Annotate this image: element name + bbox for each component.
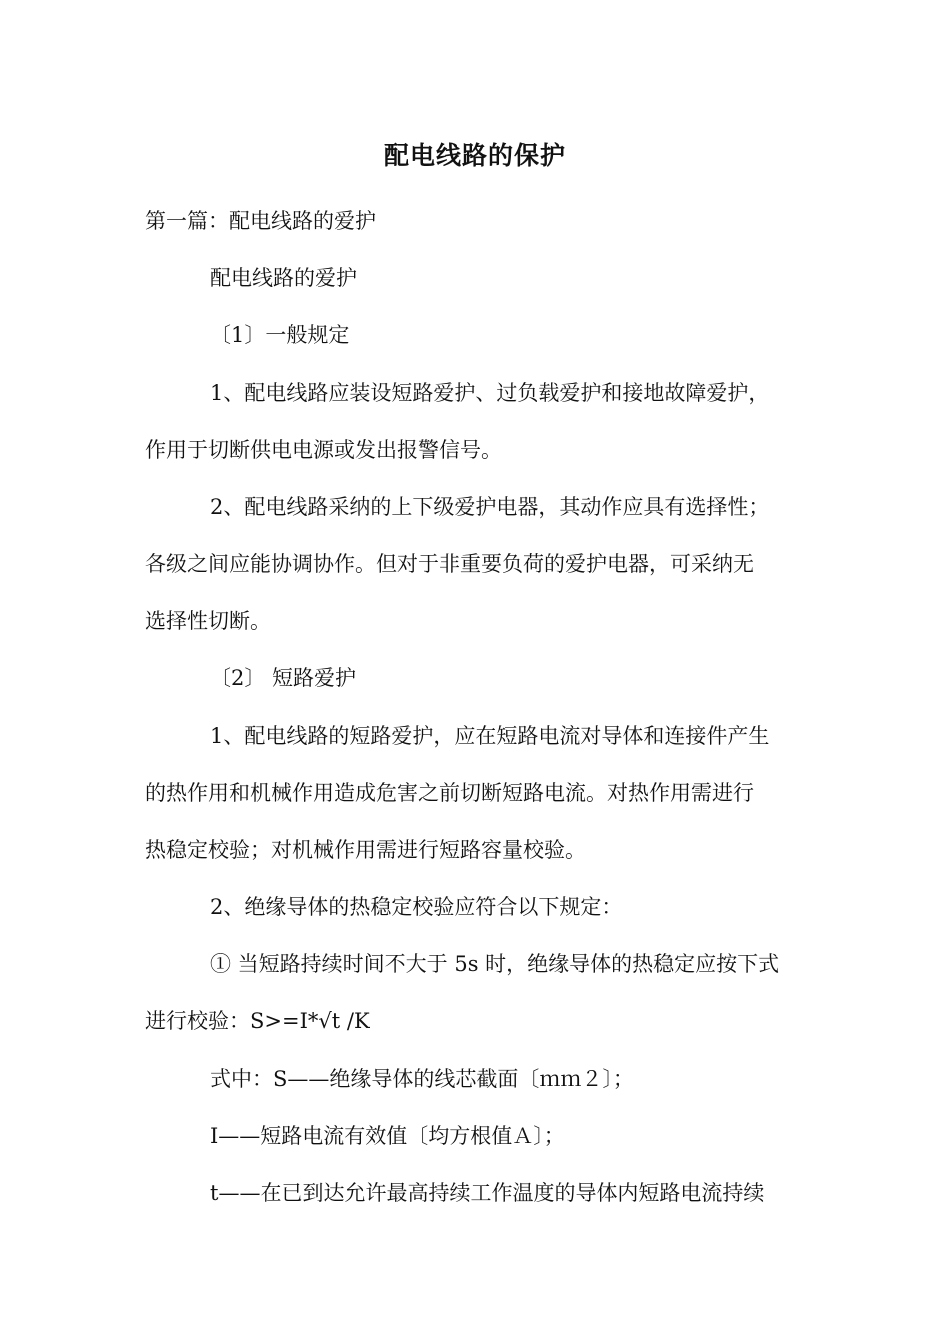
text-line: 配电线路的爱护 [210, 266, 357, 290]
text-line: I——短路电流有效值〔均方根值Ａ〕； [210, 1124, 565, 1148]
text-line: 1、配电线路应装设短路爱护、过负载爱护和接地故障爱护， [210, 381, 770, 405]
text-line: ① 当短路持续时间不大于 5s 时，绝缘导体的热稳定应按下式 [210, 952, 780, 976]
text-line: 2、配电线路采纳的上下级爱护电器，其动作应具有选择性； [210, 495, 770, 519]
text-line: 1、配电线路的短路爱护，应在短路电流对导体和连接件产生 [210, 724, 770, 748]
text-line: 热稳定校验；对机械作用需进行短路容量校验。 [145, 838, 586, 862]
text-line: 选择性切断。 [145, 609, 271, 633]
text-line: 式中：S——绝缘导体的线芯截面〔ｍｍ２〕； [210, 1067, 634, 1091]
text-line: 各级之间应能协调协作。但对于非重要负荷的爱护电器，可采纳无 [145, 552, 754, 576]
text-line: 〔1〕一般规定 [210, 323, 350, 347]
text-line: t——在已到达允许最高持续工作温度的导体内短路电流持续 [210, 1181, 765, 1205]
text-line: 进行校验：S>=I*√t /K [145, 1009, 370, 1033]
text-line: 〔2〕 短路爱护 [210, 666, 357, 690]
text-line: 的热作用和机械作用造成危害之前切断短路电流。对热作用需进行 [145, 781, 754, 805]
text-line: 作用于切断供电电源或发出报警信号。 [145, 438, 502, 462]
text-line: 2、绝缘导体的热稳定校验应符合以下规定： [210, 895, 623, 919]
document-title: 配电线路的保护 [383, 141, 566, 170]
text-line: 第一篇：配电线路的爱护 [145, 209, 376, 233]
